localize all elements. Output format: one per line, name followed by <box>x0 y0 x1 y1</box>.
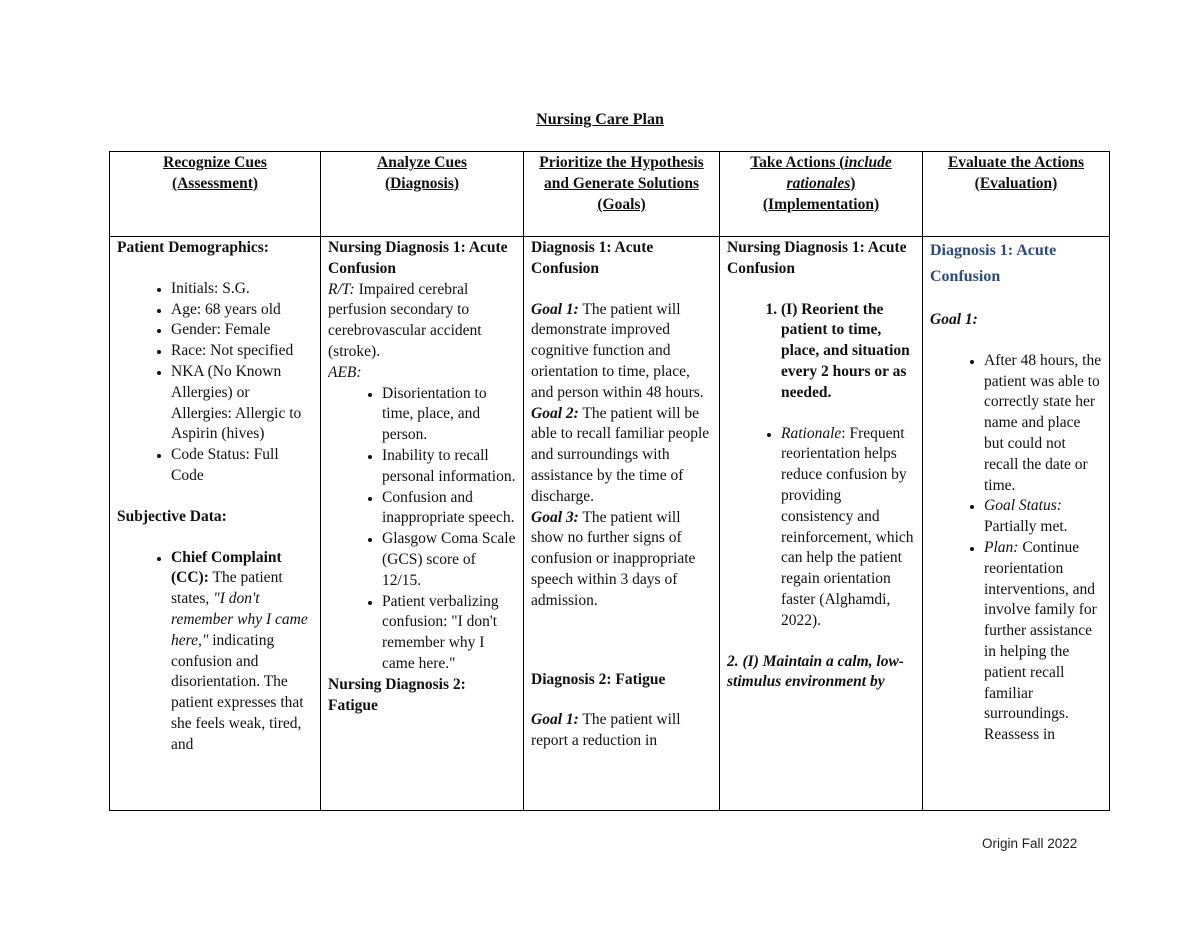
header-label: Take Actions ( <box>750 154 845 171</box>
diagnosis-2-title: Nursing Diagnosis 2: Fatigue <box>328 675 466 714</box>
chief-complaint-label: Chief Complaint (CC): <box>171 548 282 587</box>
list-item: 1. (I) Reorient the patient to time, place, and situation every 2 hours or as needed. <box>781 300 915 404</box>
action-2: 2. (I) Maintain a calm, low-stimulus environment by <box>727 652 904 691</box>
header-evaluate <box>923 152 1110 237</box>
goal-label: Goal 1: <box>531 300 579 318</box>
rt-text: Impaired cerebral perfusion secondary to cerebrovascular accident (stroke). <box>328 280 482 360</box>
goal-label: Goal 1: <box>531 711 579 729</box>
diagnosis-1-title: Nursing Diagnosis 1: Acute Confusion <box>727 239 907 277</box>
header-label: Recognize Cues <box>163 154 267 171</box>
goal-2 <box>531 404 712 508</box>
related-to <box>328 280 516 363</box>
list-item <box>781 424 915 632</box>
list-item: • After 48 hours, the patient was able to correctly state her name and place but could not recall the date or time. <box>984 351 1102 497</box>
chief-complaint-text: indicating confusion and disorientation. The patient expresses that she feels weak, tired, and <box>171 631 304 753</box>
aeb-label: AEB: <box>328 363 362 381</box>
header-label: Analyze Cues <box>377 154 467 171</box>
list-item: • Age: 68 years old <box>171 300 313 321</box>
list-item <box>171 548 313 756</box>
header-italic: rationales <box>786 174 851 192</box>
status-label: Goal Status: <box>984 497 1062 515</box>
goal-label: Goal 1: <box>930 311 978 328</box>
rt-label: R/T: <box>328 280 355 298</box>
header-label: Prioritize the Hypothesis and Generate Solutions (Goals) <box>539 154 704 213</box>
goal-label: Goal 2: <box>531 404 579 422</box>
goal-text: The patient will demonstrate improved cognitive function and orientation to time, place, and person within 48 hours. <box>531 300 704 401</box>
action-list <box>727 300 915 404</box>
plan-text: Continue reorientation interventions, and involve family for further assistance in helping the patient recall familiar surroundings. Reassess in <box>984 538 1097 744</box>
list-item: • Initials: S.G. <box>171 279 313 300</box>
header-analyze-cues <box>321 152 524 237</box>
header-prioritize <box>524 152 720 237</box>
header-label: ) <box>850 174 856 192</box>
evaluation-list <box>930 351 1102 746</box>
list-item <box>984 538 1102 746</box>
demographics-heading: Patient Demographics: <box>117 239 269 256</box>
header-row <box>110 152 1110 237</box>
goals-cell <box>524 237 720 811</box>
list-item <box>984 496 1102 538</box>
list-item: • Disorientation to time, place, and person. <box>382 384 516 446</box>
diagnosis-cell <box>321 237 524 811</box>
implementation-cell <box>720 237 923 811</box>
chief-complaint-quote: "I don't remember why I came here," <box>171 590 308 649</box>
demographics-list <box>117 279 313 487</box>
header-sublabel: (Assessment) <box>171 174 259 192</box>
goal-label: Goal 3: <box>531 508 579 526</box>
page-title: Nursing Care Plan <box>536 111 664 128</box>
rationale-text: : Frequent reorientation helps reduce confusion by providing consistency and reinforcement, which can help the patient regain orientation faster (Alghamdi, 2022). <box>781 424 914 629</box>
header-take-actions <box>720 152 923 237</box>
header-sublabel: (Implementation) <box>762 195 880 213</box>
list-item: • Patient verbalizing confusion: "I don't remember why I came here." <box>382 592 516 675</box>
goal-text: The patient will show no further signs of confusion or inappropriate speech within 3 days of admission. <box>531 508 696 609</box>
chief-complaint-text: The patient states, <box>171 569 283 608</box>
rationale-list <box>727 424 915 632</box>
goal-1 <box>531 300 712 404</box>
goal-4 <box>531 710 712 752</box>
content-row <box>110 237 1110 811</box>
diagnosis-1-title: Nursing Diagnosis 1: Acute Confusion <box>328 239 508 277</box>
header-recognize-cues <box>110 152 321 237</box>
plan-label: Plan: <box>984 538 1019 556</box>
list-item: • NKA (No Known Allergies) or Allergies: Allergic to Aspirin (hives) <box>171 362 313 445</box>
header-sublabel: (Evaluation) <box>974 174 1058 192</box>
subjective-heading: Subjective Data: <box>117 507 227 525</box>
assessment-cell <box>110 237 321 811</box>
header-sublabel: (Diagnosis) <box>384 174 460 192</box>
list-item: • Code Status: Full Code <box>171 445 313 487</box>
list-item: • Confusion and inappropriate speech. <box>382 488 516 530</box>
subjective-list <box>117 548 313 756</box>
header-italic: include <box>844 154 892 171</box>
goal-3 <box>531 508 712 612</box>
list-item: • Gender: Female <box>171 320 313 341</box>
goal-text: The patient will be able to recall familiar people and surroundings with assistance by the time of discharge. <box>531 404 710 505</box>
list-item: • Glasgow Coma Scale (GCS) score of 12/15. <box>382 529 516 591</box>
goal-text: The patient will report a reduction in <box>531 711 681 750</box>
status-text: Partially met. <box>984 518 1068 536</box>
diagnosis-1-title: Diagnosis 1: Acute Confusion <box>930 242 1057 285</box>
header-label: Evaluate the Actions <box>947 154 1085 171</box>
list-item: • Inability to recall personal information. <box>382 446 516 488</box>
list-item: • Race: Not specified <box>171 341 313 362</box>
aeb-list <box>328 384 516 675</box>
footer-text: Origin Fall 2022 <box>982 836 1078 851</box>
care-plan-table <box>109 151 1110 811</box>
diagnosis-2-title: Diagnosis 2: Fatigue <box>531 670 666 688</box>
diagnosis-1-title: Diagnosis 1: Acute Confusion <box>531 239 654 277</box>
evaluation-cell <box>923 237 1110 811</box>
rationale-label: Rationale <box>781 424 842 442</box>
